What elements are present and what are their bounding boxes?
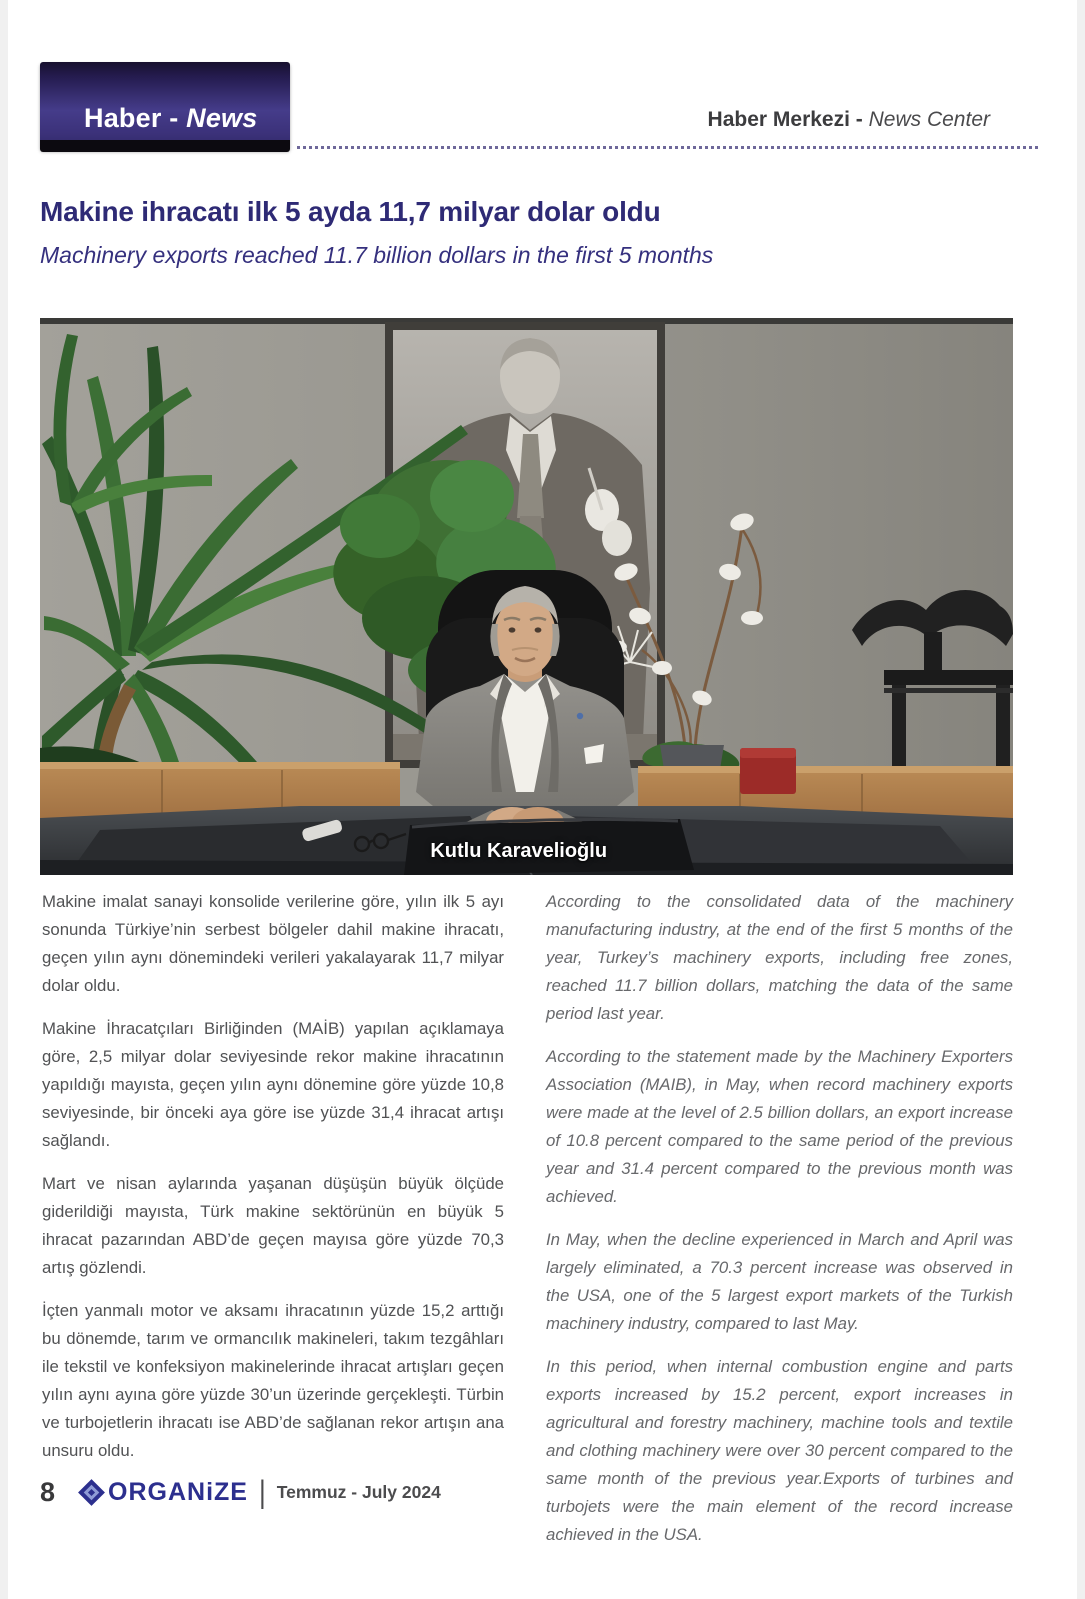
paragraph-en-2: According to the statement made by the Machinery Exporters Association (MAIB), in May, when record machinery exports were made at the level of 2.5 billion dollars, an export increase of 10.8 percent compared to the same period of the previous year and 31.4 percent compared to the previous month was achieved. <box>546 1047 1013 1206</box>
article-subtitle: Machinery exports reached 11.7 billion dollars in the first 5 months <box>40 242 714 268</box>
red-box <box>740 748 796 794</box>
english-column <box>546 888 1013 1564</box>
page-number: 8 <box>40 1477 56 1507</box>
header-right-label <box>708 108 990 132</box>
diamond-icon <box>78 1479 105 1506</box>
news-center-label-tr: Haber Merkezi - <box>707 108 869 131</box>
section-badge <box>40 62 290 150</box>
paragraph-tr-3: Mart ve nisan aylarında yaşanan düşüşün büyük ölçüde giderildiği mayısta, Türk makine sektörünün en büyük 5 ihracat pazarından ABD’de geçen mayısa göre yüzde 70,3 artış gözlendi. <box>42 1174 504 1277</box>
dotted-divider <box>297 146 1039 149</box>
page-footer <box>40 1473 441 1510</box>
badge-title-en: News <box>186 103 258 133</box>
paragraph-en-4: In this period, when internal combustion engine and parts exports increased by 15.2 percent, export increases in agricultural and forestry machinery, machine tools and textile and clothing machinery were over 30 percent compared to the same month of the previous year.Exports of turbines and turbojets were the main element of the record increase achieved in the USA. <box>546 1357 1013 1544</box>
organize-logo-text: ORGANiZE <box>108 1478 248 1506</box>
news-center-label-en: News Center <box>868 108 990 131</box>
organize-logo <box>82 1478 248 1507</box>
footer-date: Temmuz - July 2024 <box>276 1482 441 1502</box>
badge-separator: - <box>161 103 187 133</box>
section-badge-label <box>84 103 257 134</box>
paragraph-tr-1: Makine imalat sanayi konsolide verilerine göre, yılın ilk 5 ayı sonunda Türkiye’nin serbest bölgeler dahil makine ihracatı, geçen yılın aynı dönemindeki verileri yakalayarak 11,7 milyar dolar oldu. <box>42 892 504 995</box>
footer-separator: | <box>258 1473 266 1510</box>
page-edge-right <box>1077 0 1085 1599</box>
badge-title-tr: Haber <box>84 103 162 133</box>
paragraph-tr-4: İçten yanmalı motor ve aksamı ihracatının yüzde 15,2 arttığı bu dönemde, tarım ve ormancılık makineleri, takım tezgâhları ile tekstil ve konfeksiyon makinelerinde ihracat artışları geçen yılın aynı ayına göre yüzde 30’un üzerinde gerçekleşti. Türbin ve turbojetlerin ihracatı ise ABD’de sağlanan rekor artışın ana unsuru oldu. <box>42 1301 504 1460</box>
paragraph-en-3: In May, when the decline experienced in March and April was largely eliminated, a 70.3 percent increase was observed in the USA, one of the 5 largest export markets of the Turkish machinery industry, compared to last May. <box>546 1230 1013 1333</box>
executive-figure <box>416 570 634 832</box>
photo-caption: Kutlu Karavelioğlu <box>430 840 608 862</box>
office-scene-illustration <box>40 318 1013 875</box>
paragraph-en-1: According to the consolidated data of the machinery manufacturing industry, at the end of the first 5 months of the year, Turkey’s machinery exports, including free zones, reached 11.7 billion dollars, matching the data of the same period last year. <box>546 892 1013 1023</box>
paragraph-tr-2: Makine İhracatçıları Birliğinden (MAİB) yapılan açıklamaya göre, 2,5 milyar dolar seviyesinde rekor makine ihracatının yapıldığı mayısta, geçen yılın aynı dönemine göre yüzde 10,8 seviyesinde, bir önceki aya göre ise yüzde 31,4 ihracat artışı sağlandı. <box>42 1019 504 1150</box>
article-photo <box>40 318 1013 875</box>
turkish-column <box>42 888 504 1480</box>
page-edge-left <box>0 0 8 1599</box>
article-title: Makine ihracatı ilk 5 ayda 11,7 milyar dolar oldu <box>40 196 661 227</box>
